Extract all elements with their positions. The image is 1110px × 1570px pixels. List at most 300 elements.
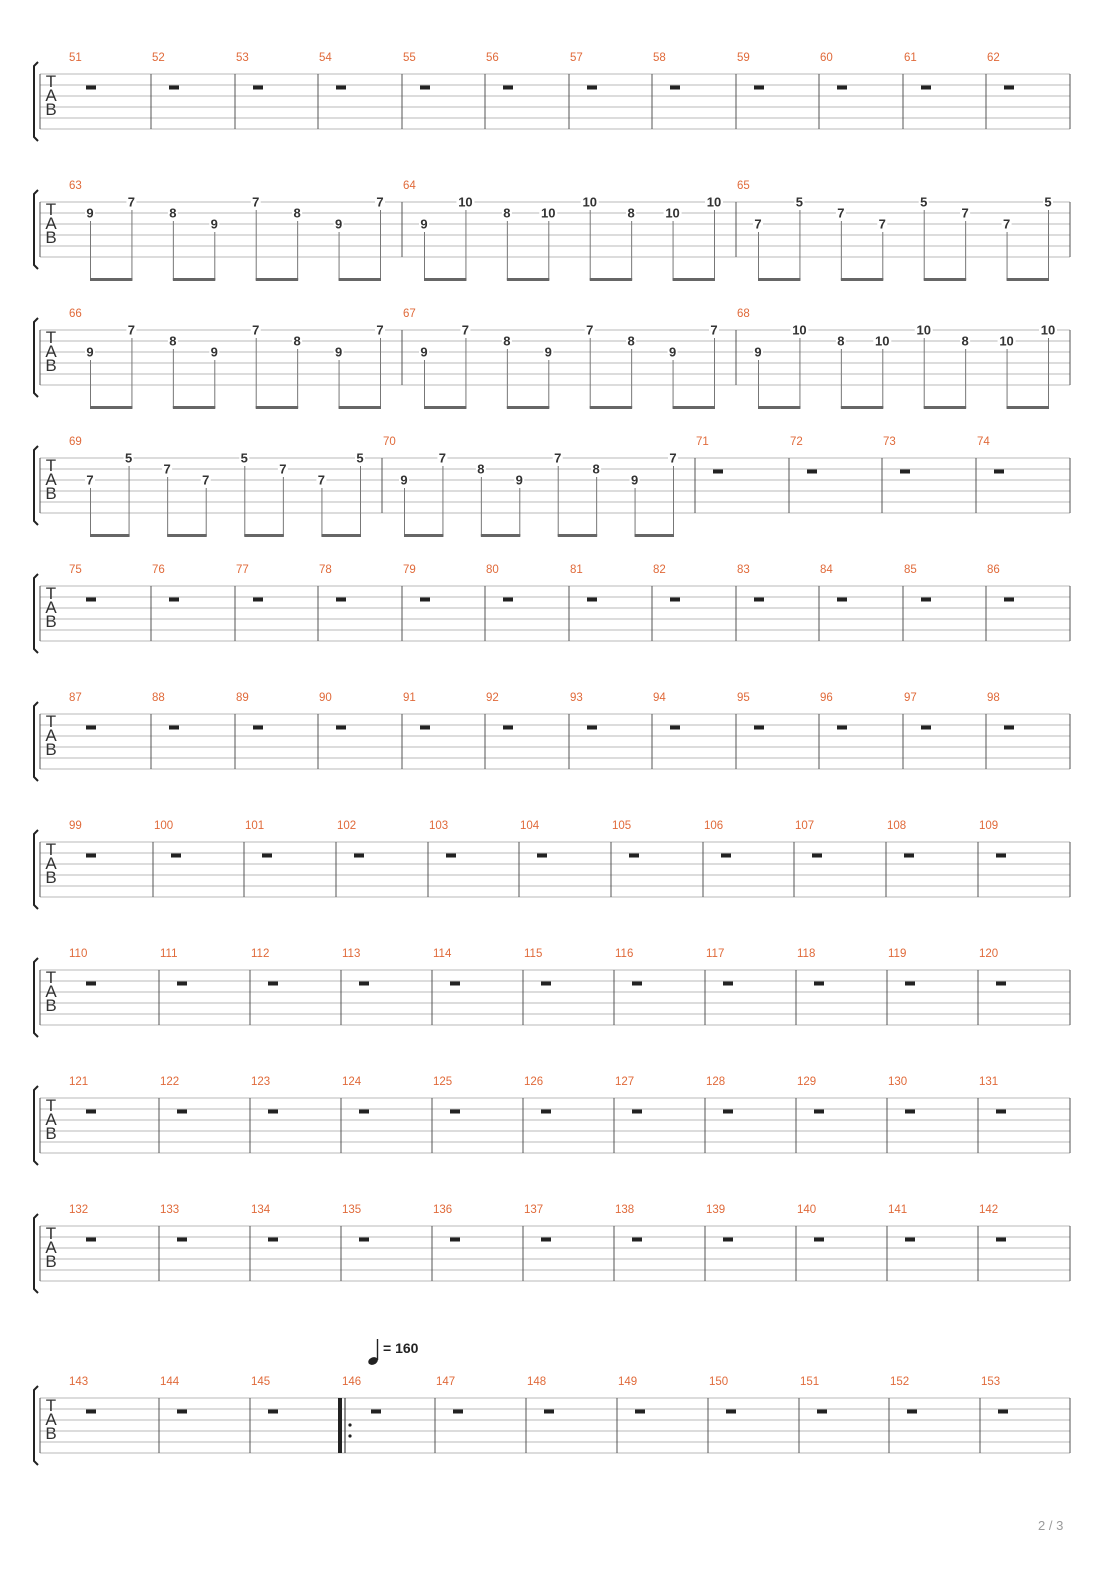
eighth-beam bbox=[481, 534, 520, 537]
whole-rest bbox=[86, 982, 96, 986]
whole-rest bbox=[450, 1238, 460, 1242]
measure-number: 55 bbox=[403, 52, 416, 64]
whole-rest bbox=[587, 86, 597, 90]
eighth-beam bbox=[339, 278, 381, 281]
whole-rest bbox=[900, 470, 910, 474]
measure-number: 114 bbox=[433, 948, 452, 960]
tab-system bbox=[34, 436, 1070, 537]
whole-rest bbox=[587, 598, 597, 602]
whole-rest bbox=[629, 854, 639, 858]
whole-rest bbox=[253, 598, 263, 602]
tab-clef-letter: T bbox=[45, 584, 57, 603]
measure-number: 80 bbox=[486, 564, 499, 576]
whole-rest bbox=[169, 598, 179, 602]
fret-number: 7 bbox=[202, 472, 210, 488]
tab-clef-letter: A bbox=[45, 598, 57, 617]
measure-number: 91 bbox=[403, 692, 416, 704]
tab-clef-letter: T bbox=[45, 1396, 57, 1415]
measure-number: 110 bbox=[69, 948, 88, 960]
tab-clef-letter: B bbox=[45, 1124, 57, 1143]
fret-number: 9 bbox=[630, 472, 639, 488]
whole-rest bbox=[632, 1238, 642, 1242]
repeat-thick-bar bbox=[338, 1398, 342, 1453]
whole-rest bbox=[86, 1238, 96, 1242]
fret-number: 7 bbox=[317, 472, 326, 488]
measure-number: 109 bbox=[979, 820, 999, 832]
system-bracket bbox=[34, 318, 38, 397]
measure-number: 111 bbox=[160, 948, 178, 960]
tab-clef-letter: B bbox=[45, 100, 57, 119]
eighth-beam bbox=[173, 406, 215, 409]
measure-number: 99 bbox=[69, 820, 82, 832]
whole-rest bbox=[837, 598, 847, 602]
measure-number: 86 bbox=[987, 564, 1000, 576]
fret-number: 9 bbox=[210, 344, 218, 360]
tab-clef-letter: A bbox=[45, 1110, 57, 1129]
whole-rest bbox=[754, 598, 764, 602]
tab-system bbox=[34, 1076, 1070, 1165]
whole-rest bbox=[837, 86, 847, 90]
tab-clef-letter: B bbox=[45, 228, 57, 247]
eighth-beam bbox=[339, 406, 381, 409]
fret-number: 9 bbox=[420, 216, 428, 232]
measure-number: 89 bbox=[236, 692, 249, 704]
fret-number: 8 bbox=[477, 461, 485, 477]
measure-number: 103 bbox=[429, 820, 449, 832]
system-bracket bbox=[34, 830, 38, 909]
eighth-beam bbox=[841, 406, 883, 409]
whole-rest bbox=[177, 982, 187, 986]
tab-system bbox=[34, 1376, 1070, 1465]
tab-clef-letter: T bbox=[45, 72, 57, 91]
measure-number: 82 bbox=[653, 564, 666, 576]
fret-number: 8 bbox=[293, 333, 301, 349]
measure-number: 78 bbox=[319, 564, 332, 576]
fret-number: 10 bbox=[1040, 322, 1056, 338]
whole-rest bbox=[921, 86, 931, 90]
whole-rest bbox=[587, 726, 597, 730]
measure-number: 144 bbox=[160, 1376, 180, 1388]
fret-number: 5 bbox=[795, 194, 804, 210]
measure-number: 61 bbox=[904, 52, 917, 64]
measure-number: 63 bbox=[69, 180, 82, 192]
whole-rest bbox=[171, 854, 181, 858]
whole-rest bbox=[371, 1410, 381, 1414]
fret-number: 9 bbox=[210, 216, 218, 232]
whole-rest bbox=[86, 726, 96, 730]
eighth-beam bbox=[635, 534, 674, 537]
whole-rest bbox=[503, 86, 513, 90]
measure-number: 102 bbox=[337, 820, 357, 832]
measure-number: 125 bbox=[433, 1076, 453, 1088]
measure-number: 60 bbox=[820, 52, 833, 64]
eighth-beam bbox=[167, 534, 207, 537]
measure-number: 113 bbox=[342, 948, 361, 960]
measure-number: 121 bbox=[69, 1076, 89, 1088]
whole-rest bbox=[837, 726, 847, 730]
measure-number: 115 bbox=[524, 948, 543, 960]
whole-rest bbox=[921, 598, 931, 602]
whole-rest bbox=[262, 854, 272, 858]
tab-clef-letter: A bbox=[45, 854, 57, 873]
fret-number: 8 bbox=[961, 333, 969, 349]
whole-rest bbox=[907, 1410, 917, 1414]
fret-number: 5 bbox=[240, 450, 248, 466]
fret-number: 7 bbox=[837, 205, 845, 221]
whole-rest bbox=[336, 598, 346, 602]
fret-number: 10 bbox=[792, 322, 807, 338]
measure-number: 128 bbox=[706, 1076, 726, 1088]
eighth-beam bbox=[558, 534, 597, 537]
system-bracket bbox=[34, 446, 38, 525]
eighth-beam bbox=[590, 406, 632, 409]
measure-number: 95 bbox=[737, 692, 750, 704]
whole-rest bbox=[86, 598, 96, 602]
system-bracket bbox=[34, 1386, 38, 1465]
whole-rest bbox=[817, 1410, 827, 1414]
fret-number: 8 bbox=[169, 205, 177, 221]
eighth-beam bbox=[1007, 278, 1049, 281]
measure-number: 92 bbox=[486, 692, 499, 704]
whole-rest bbox=[503, 726, 513, 730]
measure-number: 116 bbox=[615, 948, 634, 960]
fret-number: 8 bbox=[592, 461, 600, 477]
fret-number: 10 bbox=[458, 194, 473, 210]
tab-clef-letter: B bbox=[45, 996, 57, 1015]
tab-clef-letter: T bbox=[45, 840, 57, 859]
measure-number: 81 bbox=[570, 564, 583, 576]
measure-number: 139 bbox=[706, 1204, 726, 1216]
system-bracket bbox=[34, 574, 38, 653]
measure-number: 68 bbox=[737, 308, 750, 320]
measure-number: 136 bbox=[433, 1204, 453, 1216]
fret-number: 8 bbox=[837, 333, 845, 349]
measure-number: 124 bbox=[342, 1076, 362, 1088]
tab-clef-letter: B bbox=[45, 740, 57, 759]
whole-rest bbox=[86, 1110, 96, 1114]
measure-number: 120 bbox=[979, 948, 999, 960]
fret-number: 7 bbox=[376, 194, 384, 210]
fret-number: 7 bbox=[279, 461, 287, 477]
measure-number: 106 bbox=[704, 820, 724, 832]
system-bracket bbox=[34, 190, 38, 269]
eighth-beam bbox=[758, 406, 800, 409]
fret-number: 9 bbox=[334, 344, 343, 360]
measure-number: 59 bbox=[737, 52, 750, 64]
measure-number: 152 bbox=[890, 1376, 910, 1388]
measure-number: 71 bbox=[696, 436, 709, 448]
measure-number: 137 bbox=[524, 1204, 544, 1216]
fret-number: 10 bbox=[875, 333, 890, 349]
whole-rest bbox=[1004, 86, 1014, 90]
measure-number: 58 bbox=[653, 52, 666, 64]
whole-rest bbox=[632, 982, 642, 986]
tab-system bbox=[34, 308, 1070, 409]
measure-number: 77 bbox=[236, 564, 249, 576]
eighth-beam bbox=[507, 278, 549, 281]
measure-number: 74 bbox=[977, 436, 990, 448]
eighth-beam bbox=[924, 406, 966, 409]
measure-number: 117 bbox=[706, 948, 725, 960]
fret-number: 9 bbox=[754, 344, 762, 360]
tab-system bbox=[34, 180, 1070, 281]
measure-number: 57 bbox=[570, 52, 583, 64]
fret-number: 8 bbox=[503, 333, 511, 349]
tab-clef-letter: B bbox=[45, 612, 57, 631]
measure-number: 105 bbox=[612, 820, 632, 832]
tab-clef-letter: A bbox=[45, 1238, 57, 1257]
measure-number: 148 bbox=[527, 1376, 547, 1388]
measure-number: 93 bbox=[570, 692, 583, 704]
eighth-beam bbox=[256, 406, 298, 409]
fret-number: 7 bbox=[127, 322, 136, 338]
eighth-beam bbox=[424, 278, 466, 281]
measure-number: 133 bbox=[160, 1204, 180, 1216]
tab-clef-letter: T bbox=[45, 968, 57, 987]
whole-rest bbox=[86, 854, 96, 858]
eighth-beam bbox=[758, 278, 800, 281]
eighth-beam bbox=[90, 278, 132, 281]
measure-number: 56 bbox=[486, 52, 499, 64]
tab-clef-letter: T bbox=[45, 712, 57, 731]
tab-system bbox=[34, 692, 1070, 781]
measure-number: 123 bbox=[251, 1076, 271, 1088]
measure-number: 65 bbox=[737, 180, 750, 192]
whole-rest bbox=[336, 726, 346, 730]
measure-number: 75 bbox=[69, 564, 82, 576]
whole-rest bbox=[670, 598, 680, 602]
tab-clef-letter: T bbox=[45, 456, 57, 475]
whole-rest bbox=[670, 86, 680, 90]
tab-clef-letter: T bbox=[45, 1224, 57, 1243]
whole-rest bbox=[996, 1110, 1006, 1114]
system-bracket bbox=[34, 958, 38, 1037]
whole-rest bbox=[253, 726, 263, 730]
whole-rest bbox=[450, 982, 460, 986]
measure-number: 130 bbox=[888, 1076, 908, 1088]
measure-number: 79 bbox=[403, 564, 416, 576]
eighth-beam bbox=[424, 406, 466, 409]
fret-number: 9 bbox=[86, 344, 94, 360]
whole-rest bbox=[905, 1110, 915, 1114]
measure-number: 129 bbox=[797, 1076, 817, 1088]
measure-number: 107 bbox=[795, 820, 815, 832]
eighth-beam bbox=[90, 406, 132, 409]
eighth-beam bbox=[321, 534, 361, 537]
fret-number: 10 bbox=[541, 205, 556, 221]
measure-number: 118 bbox=[797, 948, 816, 960]
whole-rest bbox=[905, 1238, 915, 1242]
eighth-beam bbox=[673, 278, 715, 281]
tab-system bbox=[34, 1204, 1070, 1293]
repeat-dot bbox=[348, 1423, 351, 1426]
tab-clef-letter: A bbox=[45, 1410, 57, 1429]
whole-rest bbox=[814, 1110, 824, 1114]
measure-number: 84 bbox=[820, 564, 833, 576]
measure-number: 140 bbox=[797, 1204, 817, 1216]
tab-clef-letter: B bbox=[45, 1424, 57, 1443]
whole-rest bbox=[814, 982, 824, 986]
system-bracket bbox=[34, 1214, 38, 1293]
tab-clef-letter: A bbox=[45, 214, 57, 233]
measure-number: 87 bbox=[69, 692, 82, 704]
tab-clef-letter: A bbox=[45, 726, 57, 745]
measure-number: 54 bbox=[319, 52, 332, 64]
fret-number: 10 bbox=[582, 194, 597, 210]
measure-number: 151 bbox=[800, 1376, 820, 1388]
whole-rest bbox=[253, 86, 263, 90]
page-number: 2 / 3 bbox=[1038, 1518, 1064, 1533]
measure-number: 146 bbox=[342, 1376, 362, 1388]
whole-rest bbox=[268, 1410, 278, 1414]
fret-number: 7 bbox=[961, 205, 969, 221]
whole-rest bbox=[812, 854, 822, 858]
measure-number: 62 bbox=[987, 52, 1000, 64]
whole-rest bbox=[86, 86, 96, 90]
fret-number: 7 bbox=[376, 322, 384, 338]
whole-rest bbox=[420, 86, 430, 90]
fret-number: 10 bbox=[665, 205, 680, 221]
tab-clef-letter: T bbox=[45, 1096, 57, 1115]
whole-rest bbox=[713, 470, 723, 474]
whole-rest bbox=[1004, 598, 1014, 602]
measure-number: 147 bbox=[436, 1376, 456, 1388]
tab-clef-letter: B bbox=[45, 484, 57, 503]
tab-clef-letter: B bbox=[45, 868, 57, 887]
whole-rest bbox=[807, 470, 817, 474]
tab-clef-letter: B bbox=[45, 1252, 57, 1271]
repeat-dot bbox=[348, 1434, 351, 1437]
measure-number: 112 bbox=[251, 948, 270, 960]
whole-rest bbox=[177, 1410, 187, 1414]
whole-rest bbox=[177, 1110, 187, 1114]
tempo-label: = 160 bbox=[383, 1340, 419, 1356]
fret-number: 8 bbox=[169, 333, 177, 349]
measure-number: 90 bbox=[319, 692, 332, 704]
measure-number: 135 bbox=[342, 1204, 362, 1216]
fret-number: 10 bbox=[706, 194, 722, 210]
whole-rest bbox=[670, 726, 680, 730]
whole-rest bbox=[723, 982, 733, 986]
eighth-beam bbox=[507, 406, 549, 409]
whole-rest bbox=[268, 982, 278, 986]
fret-number: 7 bbox=[163, 461, 171, 477]
measure-number: 119 bbox=[888, 948, 907, 960]
fret-number: 9 bbox=[400, 472, 408, 488]
whole-rest bbox=[541, 1238, 551, 1242]
fret-number: 9 bbox=[420, 344, 428, 360]
whole-rest bbox=[450, 1110, 460, 1114]
whole-rest bbox=[996, 982, 1006, 986]
eighth-beam bbox=[90, 534, 130, 537]
tab-clef-letter: A bbox=[45, 470, 57, 489]
measure-number: 122 bbox=[160, 1076, 180, 1088]
whole-rest bbox=[420, 598, 430, 602]
fret-number: 5 bbox=[124, 450, 133, 466]
whole-rest bbox=[453, 1410, 463, 1414]
measure-number: 70 bbox=[383, 436, 396, 448]
whole-rest bbox=[446, 854, 456, 858]
system-bracket bbox=[34, 702, 38, 781]
fret-number: 8 bbox=[627, 205, 635, 221]
eighth-beam bbox=[924, 278, 966, 281]
whole-rest bbox=[268, 1110, 278, 1114]
measure-number: 132 bbox=[69, 1204, 89, 1216]
whole-rest bbox=[996, 854, 1006, 858]
whole-rest bbox=[994, 470, 1004, 474]
measure-number: 53 bbox=[236, 52, 249, 64]
fret-number: 7 bbox=[754, 216, 762, 232]
measure-number: 150 bbox=[709, 1376, 729, 1388]
whole-rest bbox=[921, 726, 931, 730]
fret-number: 7 bbox=[86, 472, 94, 488]
eighth-beam bbox=[590, 278, 632, 281]
measure-number: 149 bbox=[618, 1376, 638, 1388]
fret-number: 7 bbox=[586, 322, 594, 338]
tab-clef-letter: A bbox=[45, 342, 57, 361]
fret-number: 9 bbox=[544, 344, 552, 360]
tab-clef-letter: T bbox=[45, 200, 57, 219]
whole-rest bbox=[998, 1410, 1008, 1414]
whole-rest bbox=[541, 1110, 551, 1114]
tab-system bbox=[34, 820, 1070, 909]
whole-rest bbox=[537, 854, 547, 858]
measure-number: 52 bbox=[152, 52, 165, 64]
fret-number: 7 bbox=[127, 194, 136, 210]
fret-number: 7 bbox=[554, 450, 562, 466]
whole-rest bbox=[359, 982, 369, 986]
eighth-beam bbox=[244, 534, 284, 537]
tab-system bbox=[34, 52, 1070, 141]
whole-rest bbox=[1004, 726, 1014, 730]
tab-clef-letter: T bbox=[45, 328, 57, 347]
whole-rest bbox=[996, 1238, 1006, 1242]
fret-number: 9 bbox=[668, 344, 677, 360]
whole-rest bbox=[544, 1410, 554, 1414]
measure-number: 142 bbox=[979, 1204, 999, 1216]
eighth-beam bbox=[173, 278, 215, 281]
fret-number: 7 bbox=[669, 450, 677, 466]
whole-rest bbox=[420, 726, 430, 730]
measure-number: 100 bbox=[154, 820, 174, 832]
measure-number: 101 bbox=[245, 820, 265, 832]
eighth-beam bbox=[1007, 406, 1049, 409]
whole-rest bbox=[904, 854, 914, 858]
fret-number: 5 bbox=[1044, 194, 1052, 210]
whole-rest bbox=[177, 1238, 187, 1242]
measure-number: 51 bbox=[69, 52, 82, 64]
fret-number: 7 bbox=[1002, 216, 1011, 232]
whole-rest bbox=[503, 598, 513, 602]
measure-number: 83 bbox=[737, 564, 750, 576]
measure-number: 138 bbox=[615, 1204, 635, 1216]
measure-number: 131 bbox=[979, 1076, 999, 1088]
measure-number: 85 bbox=[904, 564, 917, 576]
fret-number: 7 bbox=[878, 216, 886, 232]
measure-number: 96 bbox=[820, 692, 833, 704]
whole-rest bbox=[541, 982, 551, 986]
fret-number: 7 bbox=[461, 322, 470, 338]
whole-rest bbox=[754, 726, 764, 730]
measure-number: 73 bbox=[883, 436, 896, 448]
tab-clef-letter: A bbox=[45, 86, 57, 105]
whole-rest bbox=[359, 1238, 369, 1242]
measure-number: 72 bbox=[790, 436, 803, 448]
fret-number: 9 bbox=[515, 472, 523, 488]
eighth-beam bbox=[841, 278, 883, 281]
fret-number: 7 bbox=[438, 450, 447, 466]
measure-number: 134 bbox=[251, 1204, 271, 1216]
